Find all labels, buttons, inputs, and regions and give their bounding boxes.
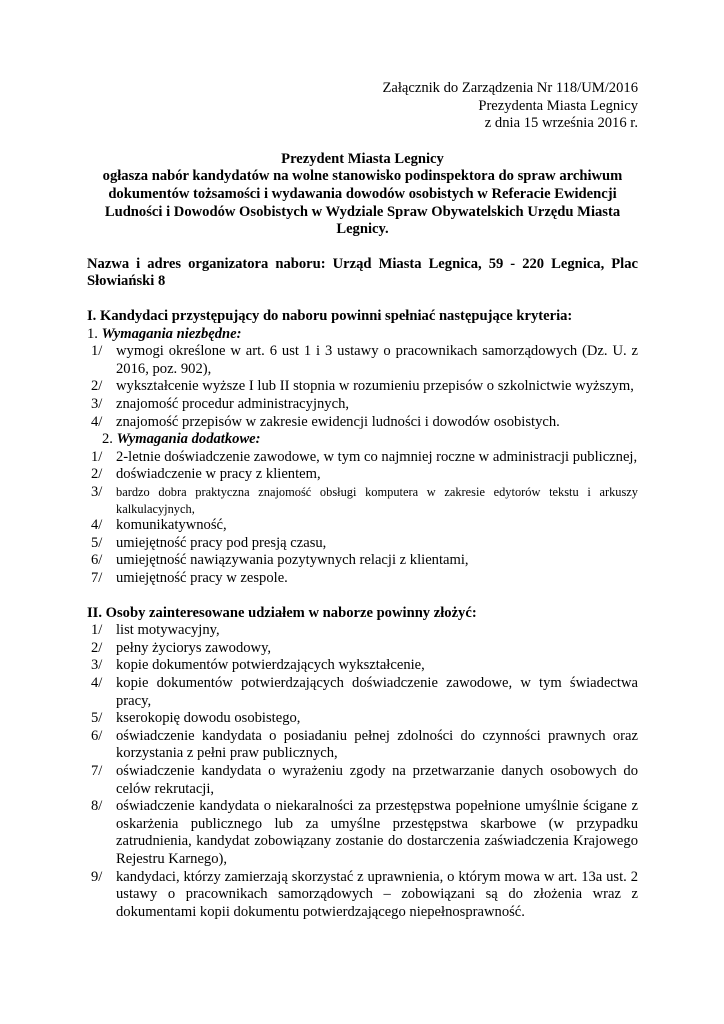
- item-text: umiejętność pracy pod presją czasu,: [116, 534, 327, 551]
- item-number: 4/: [91, 675, 103, 692]
- document-title: [87, 151, 638, 239]
- item-text: kserokopię dowodu osobistego,: [116, 710, 301, 727]
- list-item: [87, 675, 638, 710]
- header-line-2: Prezydenta Miasta Legnicy: [478, 97, 638, 114]
- list-item: [87, 535, 638, 553]
- item-text: 2-letnie doświadczenie zawodowe, w tym co najmniej roczne w administracji publicznej,: [116, 448, 638, 465]
- item-number: 2/: [91, 639, 103, 656]
- list-item: [87, 466, 638, 484]
- additional-list: [87, 449, 638, 588]
- list-item: [87, 657, 638, 675]
- list-item: [87, 343, 638, 378]
- item-number: 4/: [91, 517, 103, 534]
- list-item: [87, 763, 638, 798]
- title-line-1: Prezydent Miasta Legnicy: [281, 150, 444, 167]
- list-item: [87, 517, 638, 535]
- additional-number: 2.: [102, 431, 113, 448]
- list-item: [87, 396, 638, 414]
- list-item: [87, 414, 638, 432]
- item-text: komunikatywność,: [116, 517, 227, 534]
- title-line-3: dokumentów tożsamości i wydawania dowodów osobistych w Referacie Ewidencji: [108, 185, 617, 202]
- item-text: znajomość przepisów w zakresie ewidencji ludności i dowodów osobistych.: [116, 413, 560, 430]
- organizer-info: Nazwa i adres organizatora naboru: Urząd Miasta Legnica, 59 - 220 Legnica, Plac Słowiański 8: [87, 255, 638, 290]
- item-text: wymogi określone w art. 6 ust 1 i 3 ustawy o pracownikach samorządowych (Dz. U. z 2016, poz. 902),: [116, 343, 638, 377]
- section-1-heading: I. Kandydaci przystępujący do naboru powinni spełniać następujące kryteria:: [87, 307, 573, 324]
- item-number: 2/: [91, 378, 103, 395]
- item-text: bardzo dobra praktyczna znajomość obsługi komputera w zakresie edytorów tekstu i arkuszy kalkulacyjnych,: [116, 484, 638, 516]
- required-list: [87, 343, 638, 431]
- title-line-5: Legnicy.: [336, 221, 389, 238]
- item-text: umiejętność pracy w zespole.: [116, 570, 288, 587]
- item-text: doświadczenie w pracy z klientem,: [116, 466, 321, 483]
- item-number: 3/: [91, 657, 103, 674]
- required-number: 1.: [87, 325, 98, 342]
- item-text: wykształcenie wyższe I lub II stopnia w rozumieniu przepisów o szkolnictwie wyższym,: [116, 378, 634, 395]
- additional-label: Wymagania dodatkowe:: [116, 431, 261, 448]
- item-text: pełny życiorys zawodowy,: [116, 639, 272, 656]
- attachment-header: [87, 80, 638, 133]
- required-label: Wymagania niezbędne:: [101, 325, 242, 342]
- item-number: 3/: [91, 395, 103, 412]
- list-item: [87, 484, 638, 517]
- list-item: [87, 869, 638, 922]
- list-item: [87, 728, 638, 763]
- list-item: [87, 552, 638, 570]
- item-text: oświadczenie kandydata o posiadaniu pełnej zdolności do czynności prawnych oraz korzystania z pełni praw publicznych,: [116, 727, 638, 762]
- item-text: kandydaci, którzy zamierzają skorzystać z uprawnienia, o którym mowa w art. 13a ust. 2 ustawy o pracownikach samorządowych – zobowiązani są do złożenia wraz z dokumentami kopii dokumentu potwierdzającego niepełnosprawność.: [116, 868, 638, 920]
- list-item: [87, 570, 638, 588]
- list-item: [87, 378, 638, 396]
- item-text: znajomość procedur administracyjnych,: [116, 395, 350, 412]
- item-number: 3/: [91, 483, 103, 500]
- required-subheading: [87, 326, 638, 344]
- item-text: list motywacyjny,: [116, 622, 220, 639]
- item-number: 1/: [91, 343, 103, 360]
- item-number: 2/: [91, 466, 103, 483]
- item-number: 8/: [91, 798, 103, 815]
- item-number: 9/: [91, 868, 103, 885]
- additional-subheading: [87, 431, 638, 449]
- item-text: oświadczenie kandydata o wyrażeniu zgody na przetwarzanie danych osobowych do celów rekrutacji,: [116, 763, 638, 797]
- item-text: kopie dokumentów potwierdzających wykształcenie,: [116, 657, 425, 674]
- item-number: 6/: [91, 552, 103, 569]
- item-number: 5/: [91, 710, 103, 727]
- item-number: 6/: [91, 727, 103, 744]
- section-2-heading: II. Osoby zainteresowane udziałem w naborze powinny złożyć:: [87, 604, 477, 621]
- header-line-3: z dnia 15 września 2016 r.: [484, 115, 638, 132]
- item-number: 5/: [91, 534, 103, 551]
- item-number: 1/: [91, 622, 103, 639]
- header-line-1: Załącznik do Zarządzenia Nr 118/UM/2016: [382, 80, 638, 96]
- list-item: [87, 622, 638, 640]
- item-number: 1/: [91, 448, 103, 465]
- item-number: 4/: [91, 413, 103, 430]
- title-line-2: ogłasza nabór kandydatów na wolne stanowisko podinspektora do spraw archiwum: [102, 168, 623, 185]
- documents-list: [87, 622, 638, 921]
- list-item: [87, 798, 638, 868]
- item-number: 7/: [91, 570, 103, 587]
- item-text: kopie dokumentów potwierdzających doświadczenie zawodowe, w tym świadectwa pracy,: [116, 675, 638, 709]
- title-line-4: Ludności i Dowodów Osobistych w Wydziale Spraw Obywatelskich Urzędu Miasta: [104, 203, 621, 220]
- list-item: [87, 710, 638, 728]
- item-text: oświadczenie kandydata o niekaralności za przestępstwa popełnione umyślnie ścigane z oskarżenia publicznego lub za umyślne przestępstwa skarbowe (w przypadku zatrudnienia, kandydat zobowiązany zostanie do dostarczenia zaświadczenia Krajowego Rejestru Karnego),: [116, 798, 638, 867]
- item-number: 7/: [91, 763, 103, 779]
- item-text: umiejętność nawiązywania pozytywnych relacji z klientami,: [116, 552, 469, 569]
- list-item: [87, 449, 638, 467]
- list-item: [87, 640, 638, 658]
